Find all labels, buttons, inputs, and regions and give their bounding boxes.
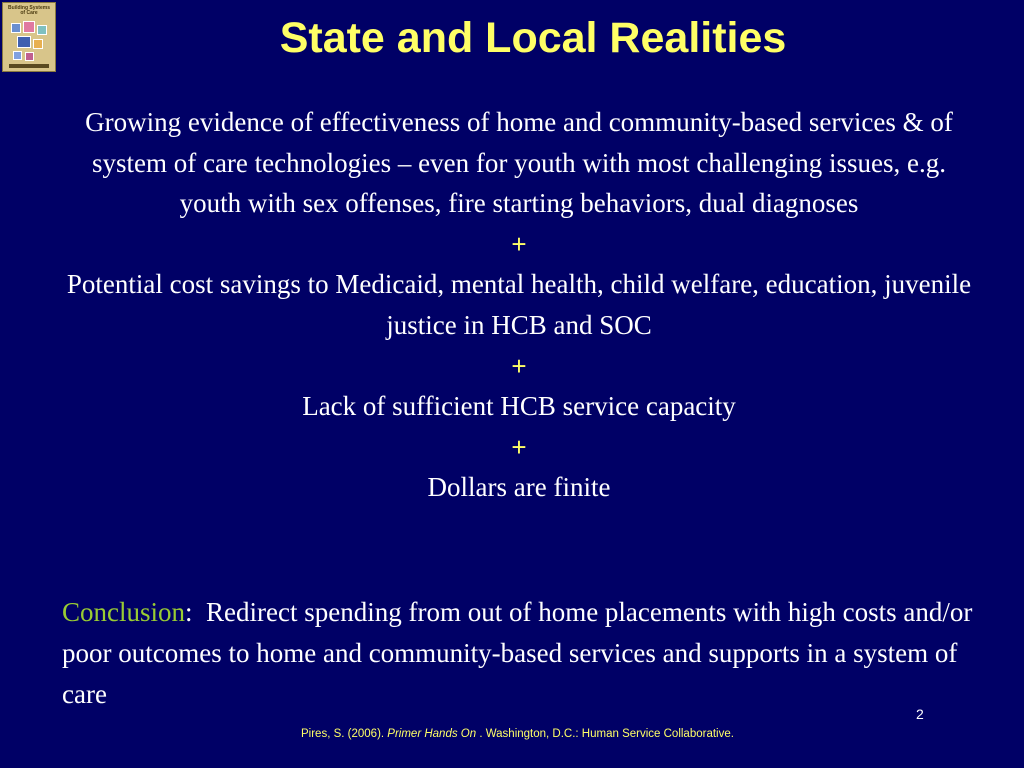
conclusion-text: : Redirect spending from out of home placements with high costs and/or poor outcomes to home and community-based services and supports in a system of care: [62, 597, 973, 709]
plus-sign: +: [511, 228, 527, 259]
evidence-paragraph: Growing evidence of effectiveness of home and community-based services & of system of care technologies – even for youth with most challenging issues, e.g. youth with sex offenses, fire starting behaviors, dual diagnoses: [85, 107, 953, 219]
cost-savings-paragraph: Potential cost savings to Medicaid, mental health, child welfare, education, juvenile justice in HCB and SOC: [66, 269, 972, 340]
plus-sign: +: [511, 350, 527, 381]
citation-prefix: Pires, S. (2006).: [301, 728, 388, 740]
slide-body: [60, 102, 978, 508]
citation: [301, 728, 734, 740]
capacity-paragraph: Lack of sufficient HCB service capacity: [302, 391, 736, 422]
logo-text: Building Systems of Care: [8, 5, 50, 16]
slide-title: State and Local Realities: [279, 14, 787, 62]
citation-title: Primer Hands On: [387, 728, 477, 740]
conclusion-paragraph: [62, 592, 982, 714]
page-number: 2: [916, 706, 924, 722]
dollars-paragraph: Dollars are finite: [427, 472, 611, 503]
citation-suffix: . Washington, D.C.: Human Service Collaborative.: [476, 728, 734, 740]
plus-sign: +: [511, 431, 527, 462]
conclusion-label: Conclusion: [62, 597, 186, 627]
